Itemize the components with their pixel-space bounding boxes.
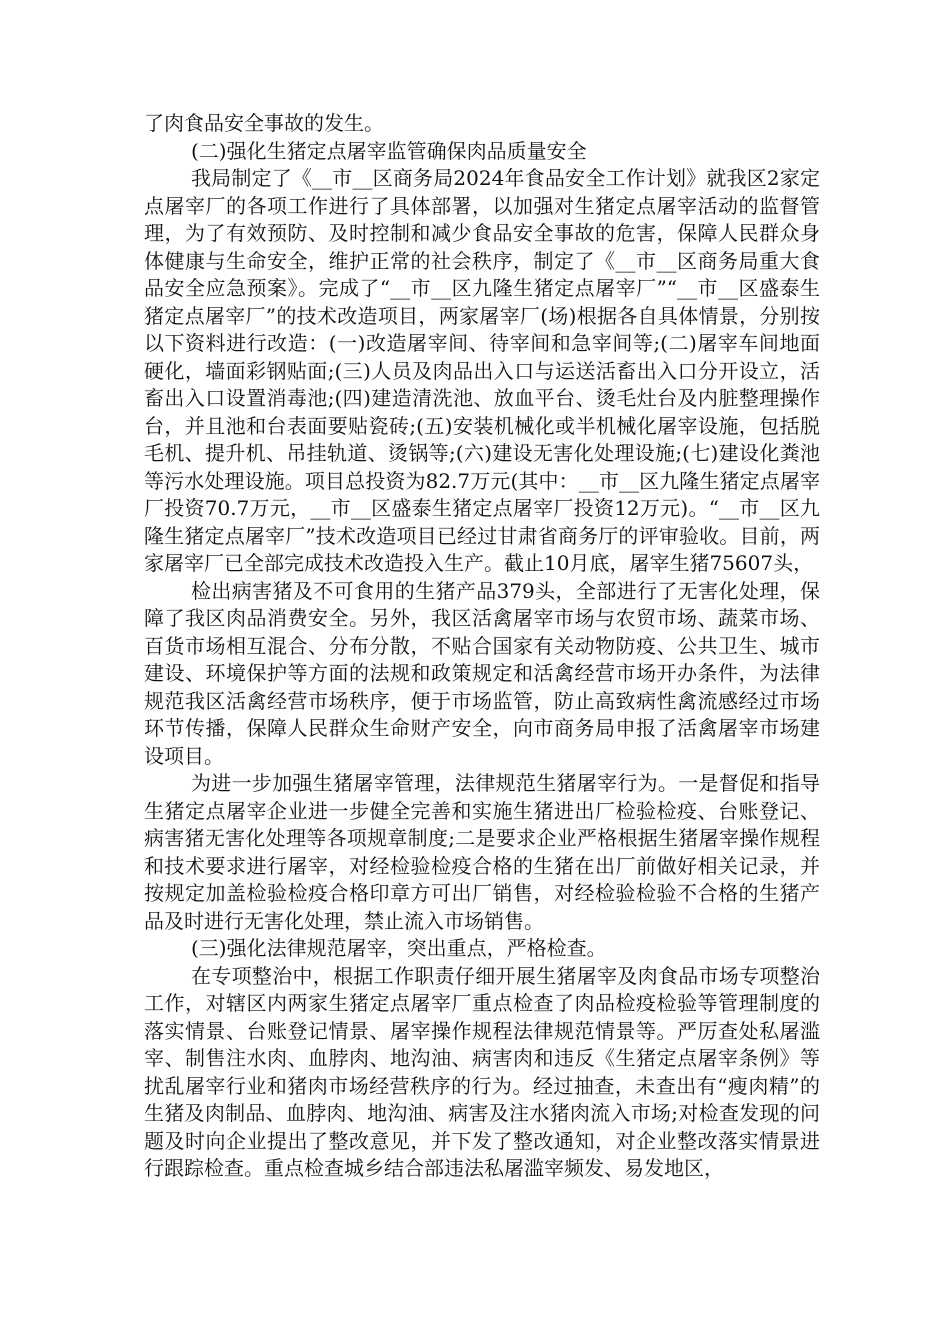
section-heading-3: (三)强化法律规范屠宰，突出重点，严格检查。: [191, 936, 607, 960]
paragraph-rectification: 在专项整治中，根据工作职责仔细开展生猪屠宰及肉食品市场专项整治工作，对辖区内两家生猪定点屠宰厂重点检查了肉品检疫检验等管理制度的落实情景、台账登记情景、屠宰操作规程法律规范情景等。严厉查处私屠滥宰、制售注水肉、血脖肉、地沟油、病害肉和违反《生猪定点屠宰条例》等扰乱屠宰行业和猪肉市场经营秩序的行为。经过抽查，未查出有“瘦肉精”的生猪及肉制品、血脖肉、地沟油、病害及注水猪肉流入市场;对检查发现的问题及时向企业提出了整改意见，并下发了整改通知，对企业整改落实情景进行跟踪检查。重点检查城乡结合部违法私屠滥宰频发、易发地区，: [144, 963, 820, 1180]
document-page: [144, 110, 820, 1183]
paragraph-management: 为进一步加强生猪屠宰管理，法律规范生猪屠宰行为。一是督促和指导生猪定点屠宰企业进一步健全完善和实施生猪进出厂检验检疫、台账登记、病害猪无害化处理等各项规章制度;二是要求企业严格根据生猪屠宰操作规程和技术要求进行屠宰，对经检验检疫合格的生猪在出厂前做好相关记录，并按规定加盖检验检疫合格印章方可出厂销售，对经检验检验不合格的生猪产品及时进行无害化处理，禁止流入市场销售。: [144, 771, 820, 933]
paragraph-continuation: 了肉食品安全事故的发生。: [144, 111, 384, 135]
paragraph-plan: 我局制定了《__市__区商务局2024年食品安全工作计划》就我区2家定点屠宰厂的各项工作进行了具体部署，以加强对生猪定点屠宰活动的监督管理，为了有效预防、及时控制和减少食品安全事故的危害，保障人民群众身体健康与生命安全，维护正常的社会秩序，制定了《__市__区商务局重大食品安全应急预案》。完成了“__市__区九隆生猪定点屠宰厂”“__市__区盛泰生猪定点屠宰厂”的技术改造项目，两家屠宰厂(场)根据各自具体情景，分别按以下资料进行改造：(一)改造屠宰间、待宰间和急宰间等;(二)屠宰车间地面硬化，墙面彩钢贴面;(三)人员及肉品出入口与运送活畜出入口分开设立，活畜出入口设置消毒池;(四)建造清洗池、放血平台、烫毛灶台及内脏整理操作台，并且池和台表面要贴瓷砖;(五)安装机械化或半机械化屠宰设施，包括脱毛机、提升机、吊挂轨道、烫锅等;(六)建设无害化处理设施;(七)建设化粪池等污水处理设施。项目总投资为82.7万元(其中：__市__区九隆生猪定点屠宰厂投资70.7万元，__市__区盛泰生猪定点屠宰厂投资12万元)。“__市__区九隆生猪定点屠宰厂”技术改造项目已经过甘肃省商务厅的评审验收。目前，两家屠宰厂已全部完成技术改造投入生产。截止10月底，屠宰生猪75607头，: [144, 166, 820, 575]
paragraph-inspection: 检出病害猪及不可食用的生猪产品379头，全部进行了无害化处理，保障了我区肉品消费安全。另外，我区活禽屠宰市场与农贸市场、蔬菜市场、百货市场相互混合、分布分散，不贴合国家有关动物防疫、公共卫生、城市建设、环境保护等方面的法规和政策规定和活禽经营市场开办条件，为法律规范我区活禽经营市场秩序，便于市场监管，防止高致病性禽流感经过市场环节传播，保障人民群众生命财产安全，向市商务局申报了活禽屠宰市场建设项目。: [144, 578, 820, 768]
section-heading-2: (二)强化生猪定点屠宰监管确保肉品质量安全: [191, 138, 587, 163]
